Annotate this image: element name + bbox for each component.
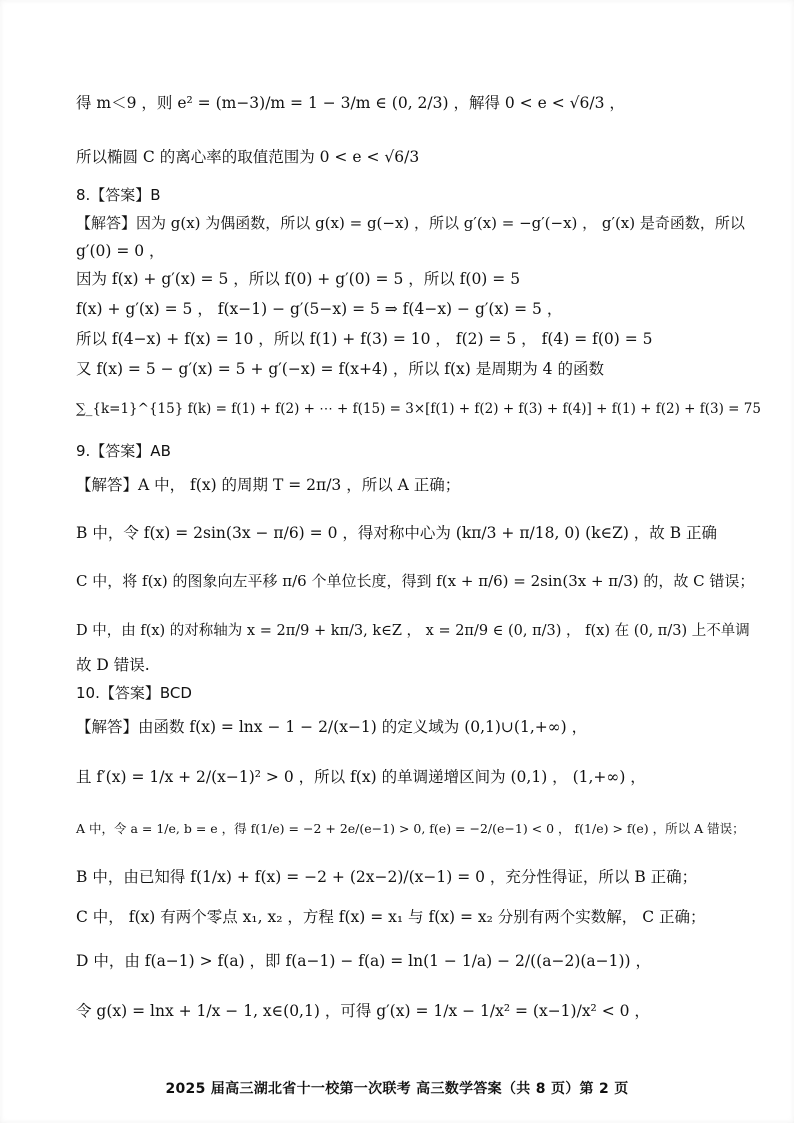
text-line: B 中，由已知得 f(1/x) + f(x) = −2 + (2x−2)/(x−1) = 0 ，充分性得证，所以 B 正确； (76, 868, 698, 886)
text-line: 得 m＜9 ，则 e² = (m−3)/m = 1 − 3/m ∈ (0, 2/3) ，解得 0 < e < √6/3 ， (76, 94, 625, 112)
text-line: 【解答】A 中， f(x) 的周期 T = 2π/3 ，所以 A 正确； (76, 476, 461, 494)
text-line: 令 g(x) = lnx + 1/x − 1, x∈(0,1) ，可得 g′(x) = 1/x − 1/x² = (x−1)/x² < 0 ， (76, 1002, 650, 1020)
text-line: 又 f(x) = 5 − g′(x) = 5 + g′(−x) = f(x+4) ，所以 f(x) 是周期为 4 的函数 (76, 360, 604, 378)
text-line: 【解答】由函数 f(x) = lnx − 1 − 2/(x−1) 的定义域为 (0,1)∪(1,+∞) ， (76, 718, 588, 736)
page-footer: 2025 届高三湖北省十一校第一次联考 高三数学答案（共 8 页）第 2 页 (165, 1081, 629, 1097)
text-line: 故 D 错误. (76, 656, 150, 674)
text-line: B 中，令 f(x) = 2sin(3x − π/6) = 0 ，得对称中心为 (kπ/3 + π/18, 0) (k∈Z) ，故 B 正确 (76, 524, 718, 542)
text-line: 所以椭圆 C 的离心率的取值范围为 0 < e < √6/3 (76, 148, 420, 166)
text-line: 因为 f(x) + g′(x) = 5 ，所以 f(0) + g′(0) = 5 ，所以 f(0) = 5 (76, 270, 521, 288)
text-line: C 中，将 f(x) 的图象向左平移 π/6 个单位长度，得到 f(x + π/6) = 2sin(3x + π/3) 的，故 C 错误； (76, 572, 755, 590)
text-line: 所以 f(4−x) + f(x) = 10 ，所以 f(1) + f(3) = 10 ， f(2) = 5 ， f(4) = f(0) = 5 (76, 330, 653, 348)
answer-heading: 9.【答案】AB (76, 442, 171, 460)
text-line: A 中，令 a = 1/e, b = e ，得 f(1/e) = −2 + 2e/(e−1) > 0, f(e) = −2/(e−1) < 0 ， f(1/e) > f(e) ，所以 A 错误； (76, 821, 745, 836)
answer-heading: 8.【答案】B (76, 186, 161, 204)
text-line: f(x) + g′(x) = 5 ， f(x−1) − g′(5−x) = 5 ⇒ f(4−x) − g′(x) = 5 ， (76, 300, 563, 318)
text-line: 且 f′(x) = 1/x + 2/(x−1)² > 0 ，所以 f(x) 的单调递增区间为 (0,1) ， (1,+∞) ， (76, 768, 646, 786)
text-line: C 中， f(x) 有两个零点 x₁, x₂ ，方程 f(x) = x₁ 与 f(x) = x₂ 分别有两个实数解， C 正确； (76, 908, 706, 926)
answer-heading: 10.【答案】BCD (76, 684, 192, 702)
text-line: 【解答】因为 g(x) 为偶函数，所以 g(x) = g(−x) ，所以 g′(x) = −g′(−x) ， g′(x) 是奇函数，所以 (76, 214, 745, 232)
text-line: g′(0) = 0 ， (76, 242, 165, 260)
text-line: D 中，由 f(a−1) > f(a) ，即 f(a−1) − f(a) = ln(1 − 1/a) − 2/((a−2)(a−1)) ， (76, 952, 652, 970)
text-line: D 中，由 f(x) 的对称轴为 x = 2π/9 + kπ/3, k∈Z ， x = 2π/9 ∈ (0, π/3) ， f(x) 在 (0, π/3) 上不单调 (76, 623, 750, 639)
summation-line: ∑_{k=1}^{15} f(k) = f(1) + f(2) + ⋯ + f(15) = 3×[f(1) + f(2) + f(3) + f(4)] + f(1) + f(2) + f(3) = 75 (76, 401, 761, 417)
